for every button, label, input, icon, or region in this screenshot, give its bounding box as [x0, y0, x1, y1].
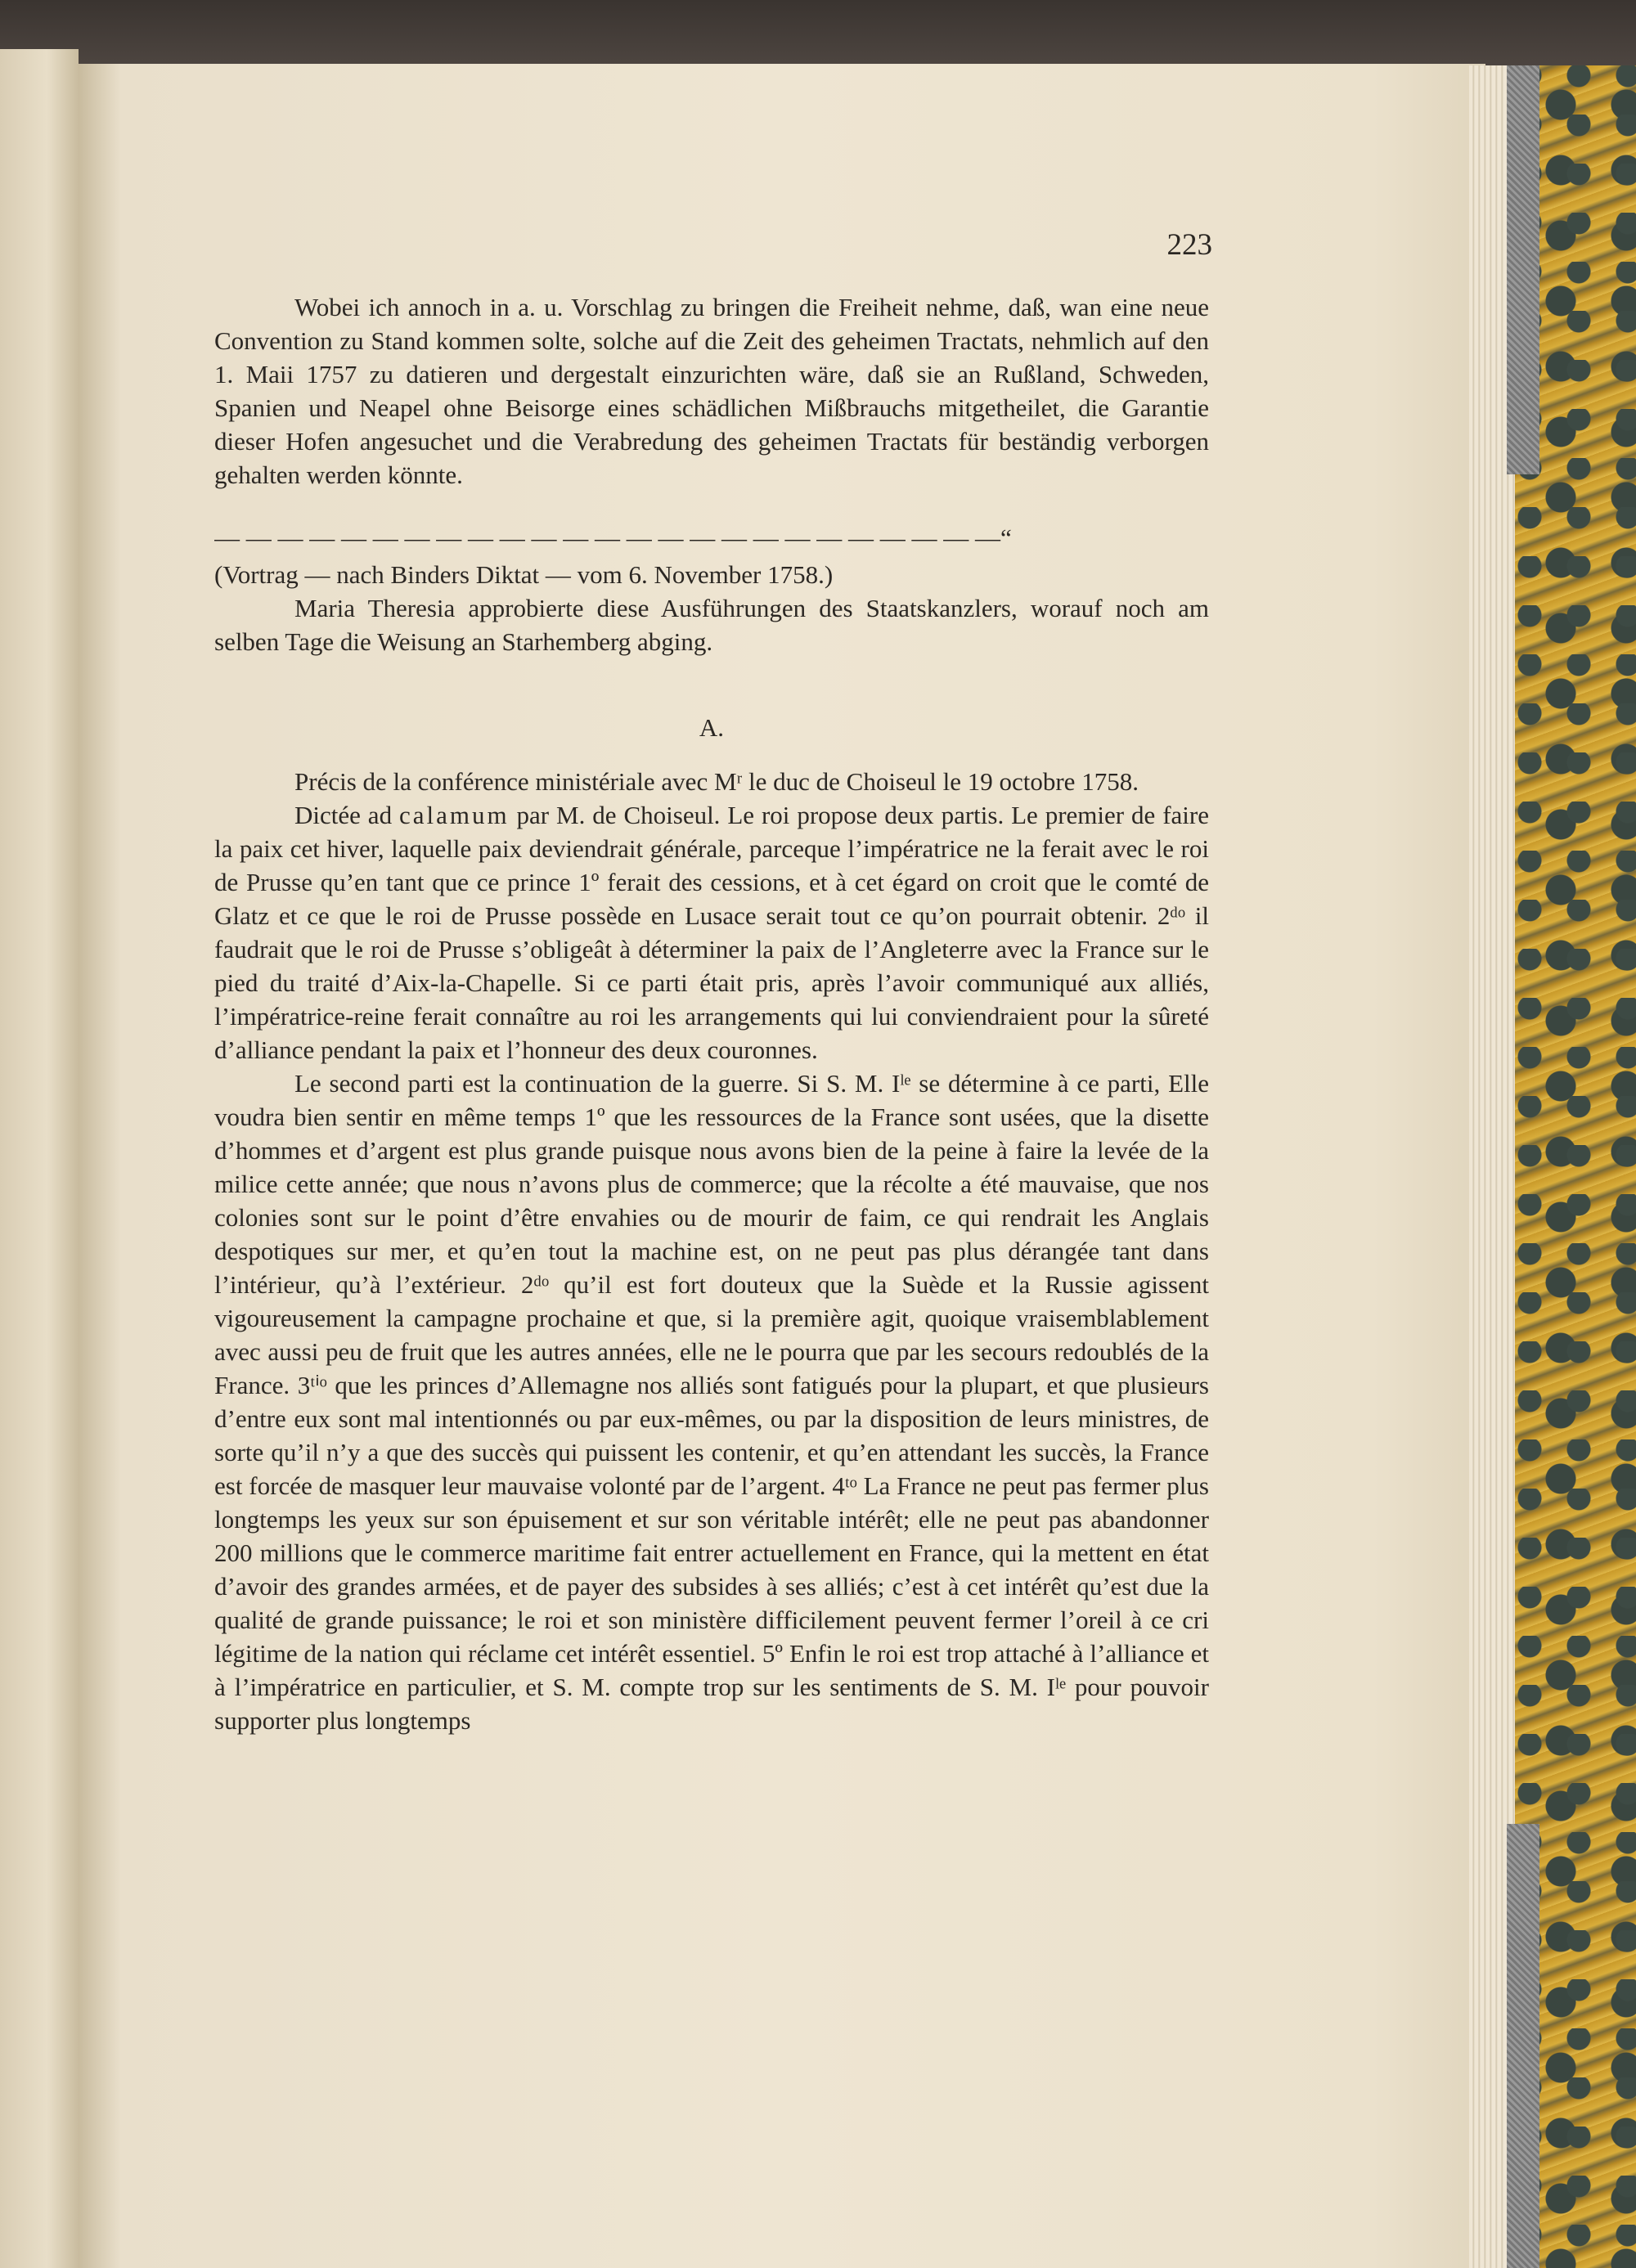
section-heading: A. — [699, 713, 725, 742]
page-number: 223 — [1166, 228, 1212, 262]
ellipsis-dash-line: — — — — — — — — — — — — — — — — — — — — — — — — —“ — [214, 523, 1012, 552]
french-title: Précis de la conférence ministériale avec Mʳ le duc de Choiseul le 19 octobre 1758. — [294, 767, 1139, 796]
source-note: (Vortrag — nach Binders Diktat — vom 6. November 1758.) — [214, 560, 834, 589]
cloth-binding-top — [1507, 65, 1539, 474]
dictee-emphasis: calamum — [399, 801, 510, 829]
dictee-prefix: Dictée ad — [294, 801, 399, 829]
german-paragraph-2: Maria Theresia approbierte diese Ausführungen des Staatskanzlers, worauf noch am selben Tage die Weisung an Starhemberg abging. — [214, 594, 1209, 656]
german-paragraph-1: Wobei ich annoch in a. u. Vorschlag zu bringen die Freiheit nehme, daß, wan eine neue Convention zu Stand kommen solte, solche auf die Zeit des geheimen Tractats, nehmlich auf den 1. Maii 1757 zu datieren und dergestalt einzurichten wäre, daß sie an Rußland, Schweden, Spanien und Neapel ohne Beisorge eines schädlichen Mißbrauchs mitgetheilet, die Garantie dieser Hofen angesuchet und die Verabredung des geheimen Tractats für beständig verborgen gehalten werden könnte. — [214, 293, 1209, 489]
french-paragraph-1 — [214, 798, 1209, 1067]
scan-top-border — [0, 0, 1636, 65]
french-paragraph-2: Le second parti est la continuation de la guerre. Si S. M. Iˡᵉ se détermine à ce parti, Elle voudra bien sentir en même temps 1º que les ressources de la France sont usées, que la disette d’hommes et d’argent est plus grande puisque nous avons bien de la peine à faire la levée de la milice cette année; que nous n’avons plus de commerce; que la récolte a été mauvaise, que nos colonies sont sur le point d’être envahies ou de mourir de faim, ce qui rendrait les Anglais despotiques sur mer, et qu’en tout la machine est, on ne peut pas plus dérangée tant dans l’intérieur, qu’à l’extérieur. 2ᵈᵒ qu’il est fort douteux que la Suède et la Russie agissent vigoureusement la campagne prochaine et que, si la première agit, quoique vraisemblablement avec aussi peu de fruit que les autres années, elle ne le pourra que par les secours redoublés de la France. 3ᵗⁱᵒ que les princes d’Allemagne nos alliés sont fatigués pour la plupart, et que plusieurs d’entre eux sont mal intentionnés ou par eux-mêmes, ou par la disposition de leurs ministres, de sorte qu’il n’y a que des succès qui puissent les contenir, et qu’en attendant les succès, la France est forcée de masquer leur mauvaise volonté par de l’argent. 4ᵗᵒ La France ne peut pas fermer plus longtemps les yeux sur son épuisement et sur son véritable intérêt; elle ne peut pas abandonner 200 millions que le commerce maritime fait entrer actuellement en France, qui la mettent en état d’avoir des grandes armées, et de payer des subsides à ses alliés; c’est à cet intérêt qu’est due la qualité de grande puissance; le roi et son ministère difficilement peuvent fermer l’oreil à ce cri légitime de la nation qui réclame cet intérêt essentiel. 5º Enfin le roi est trop attaché à l’alliance et à l’impératrice en particulier, et S. M. compte trop sur les sentiments de S. M. Iˡᵉ pour pouvoir supporter plus longtemps — [214, 1069, 1209, 1735]
facing-page-edge — [0, 49, 79, 2268]
german-text-block — [214, 290, 1209, 492]
dictee-rest: par M. de Choiseul. Le roi propose deux partis. Le premier de faire la paix cet hiver, laquelle paix deviendrait générale, parceque l’impératrice ne la ferait avec le roi de Prusse qu’en tant que ce prince 1º ferait des cessions, et à cet égard on croit que le comté de Glatz et ce que le roi de Prusse possède en Lusace serait tout ce qu’on pourrait obtenir. 2ᵈᵒ il faudrait que le roi de Prusse s’obligeât à déterminer la paix de l’Angleterre avec la France sur le pied du traité d’Aix-la-Chapelle. Si ce parti était pris, après l’avoir communiqué aux alliés, l’impératrice-reine ferait connaître au roi les arrangements qui lui conviendraient pour la sûreté d’alliance pendant la paix et l’honneur des deux couronnes. — [214, 801, 1209, 1064]
german-text-block-2 — [214, 558, 1209, 658]
french-text-block — [214, 765, 1209, 1737]
cloth-binding-bottom — [1507, 1824, 1539, 2268]
